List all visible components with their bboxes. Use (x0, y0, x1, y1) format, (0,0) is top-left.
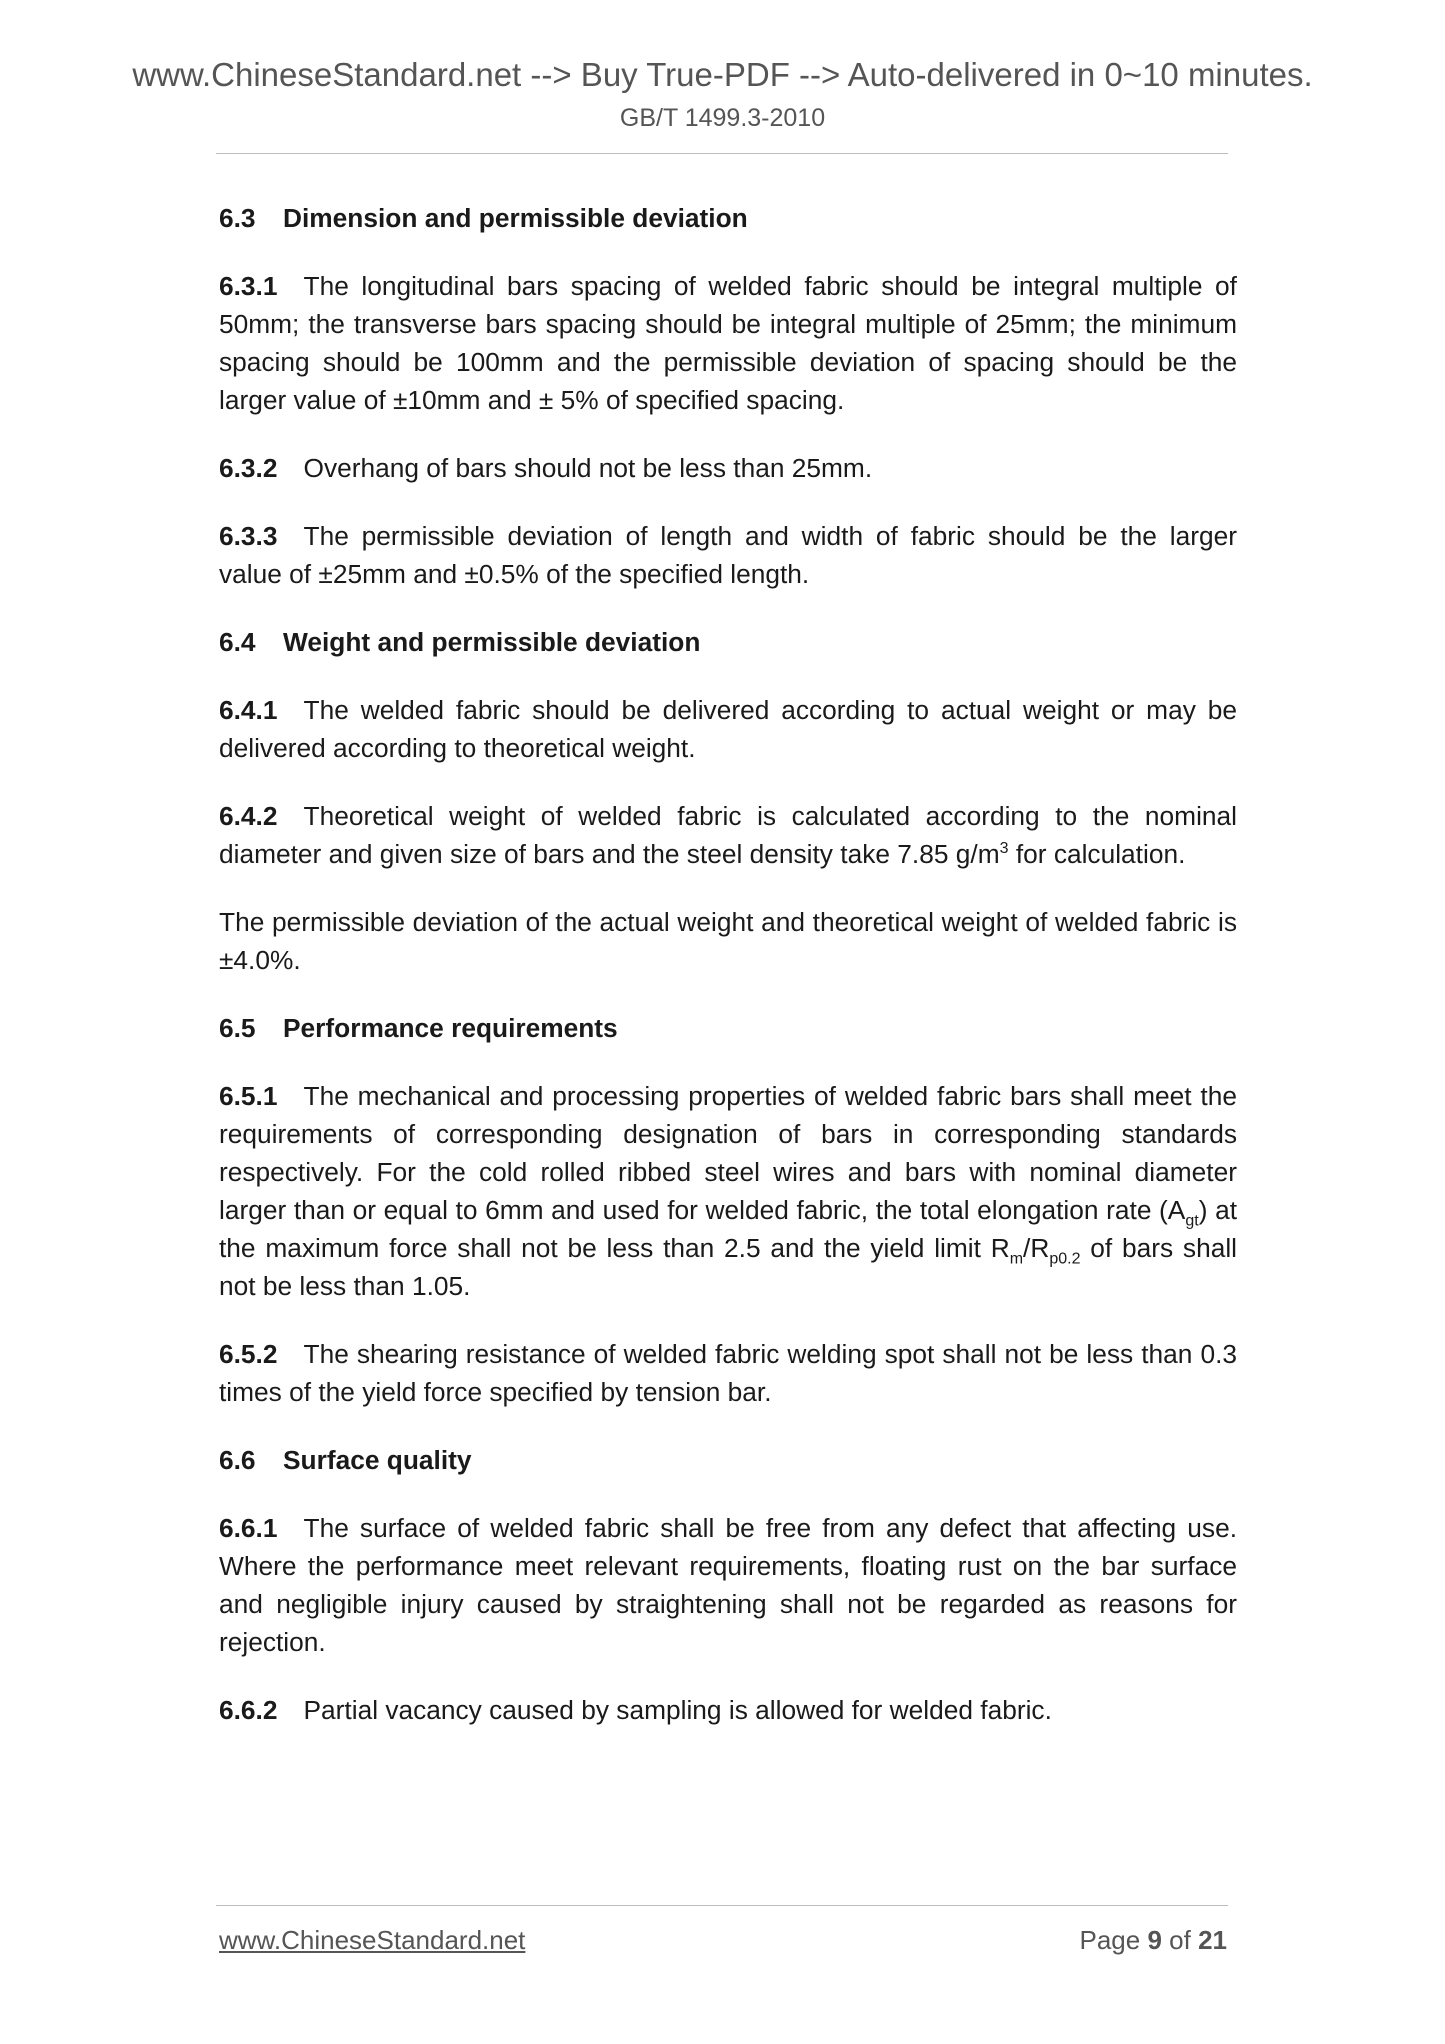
clause-6-5-2: 6.5.2 The shearing resistance of welded fabric welding spot shall not be less than 0.3 times of the yield force specified by tension bar. (219, 1339, 1237, 1407)
clause-6-3-3: 6.3.3 The permissible deviation of length and width of fabric should be the larger value of ±25mm and ±0.5% of the specified length. (219, 521, 1237, 589)
footer-divider (216, 1905, 1228, 1906)
section-heading-6-4: 6.4 Weight and permissible deviation (219, 627, 701, 657)
section-heading-6-3: 6.3 Dimension and permissible deviation (219, 203, 748, 233)
header-divider (216, 153, 1228, 154)
header-banner: www.ChineseStandard.net --> Buy True-PDF --> Auto-delivered in 0~10 minutes. (132, 56, 1313, 93)
page-number: Page 9 of 21 (1079, 1925, 1227, 1955)
clause-6-3-2: 6.3.2 Overhang of bars should not be less than 25mm. (219, 453, 873, 483)
clause-6-4-2: 6.4.2 Theoretical weight of welded fabric is calculated according to the nominal diameter and given size of bars and the steel density take 7.85 $g/m^3$ for calculation. (219, 801, 1237, 869)
document-body (219, 199, 1237, 1729)
section-heading-6-6: 6.6 Surface quality (219, 1445, 472, 1475)
footer-site-link[interactable]: www.ChineseStandard.net (219, 1925, 526, 1955)
clause-6-6-1: 6.6.1 The surface of welded fabric shall be free from any defect that affecting use. Where the performance meet relevant requirements, floating rust on the bar surface and negligible injury caused by straightening shall not be regarded as reasons for rejection. (219, 1513, 1237, 1657)
section-heading-6-5: 6.5 Performance requirements (219, 1013, 618, 1043)
weight-deviation-paragraph: The permissible deviation of the actual weight and theoretical weight of welded fabric is ±4.0%. (219, 907, 1237, 975)
clause-6-6-2: 6.6.2 Partial vacancy caused by sampling is allowed for welded fabric. (219, 1695, 1052, 1725)
clause-6-5-1: 6.5.1 The mechanical and processing properties of welded fabric bars shall meet the requirements of corresponding designation of bars in corresponding standards respectively. For the cold rolled ribbed steel wires and bars with nominal diameter larger than or equal to 6mm and used for welded fabric, the total elongation rate $(A_{gt})$ at the maximum force shall not be less than 2.5 and the yield limit $R_m/R_{p0.2}$ of bars shall not be less than 1.05. (219, 1081, 1238, 1301)
clause-6-3-1: 6.3.1 The longitudinal bars spacing of welded fabric should be integral multiple of 50mm; the transverse bars spacing should be integral multiple of 25mm; the minimum spacing should be 100mm and the permissible deviation of spacing should be the larger value of ±10mm and ± 5% of specified spacing. (219, 271, 1237, 415)
standard-code: GB/T 1499.3-2010 (619, 104, 826, 132)
clause-6-4-1: 6.4.1 The welded fabric should be delivered according to actual weight or may be delivered according to theoretical weight. (219, 695, 1237, 763)
